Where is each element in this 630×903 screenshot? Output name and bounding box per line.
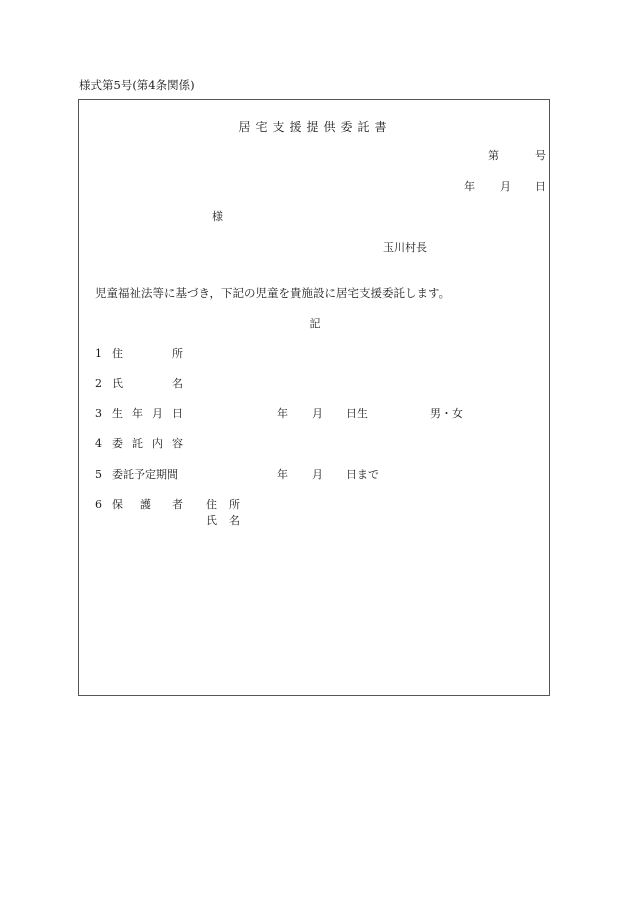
sex-field: 男・女	[430, 407, 463, 420]
item-label-char: 日	[172, 407, 183, 420]
date-month: 月	[500, 180, 511, 193]
number-dai: 第	[488, 149, 499, 162]
item-number: 3	[95, 407, 102, 420]
item-number: 6	[95, 498, 102, 511]
birth-year: 年	[277, 407, 288, 420]
item-number: 4	[95, 437, 102, 450]
item-label-char: 氏	[112, 377, 123, 390]
addressee-suffix: 様	[212, 210, 223, 223]
item-number: 2	[95, 377, 102, 390]
item-label: 委託予定期間	[112, 468, 178, 481]
guardian-name-char: 氏	[206, 514, 217, 527]
number-go: 号	[535, 149, 546, 162]
item-number: 5	[95, 468, 102, 481]
guardian-name-char: 名	[229, 514, 240, 527]
body-text: 児童福祉法等に基づき，下記の児童を貴施設に居宅支援委託します。	[95, 286, 451, 300]
item-label-char: 護	[140, 498, 151, 511]
item-number: 1	[95, 347, 102, 360]
item-label-char: 託	[132, 437, 143, 450]
item-label-char: 年	[132, 407, 143, 420]
item-label-char: 月	[152, 407, 163, 420]
item-label-char: 所	[172, 347, 183, 360]
document-frame	[78, 99, 550, 696]
item-label-char: 住	[112, 347, 123, 360]
guardian-address-char: 住	[206, 498, 217, 511]
item-label-char: 生	[112, 407, 123, 420]
item-label-char: 容	[172, 437, 183, 450]
date-day: 日	[535, 180, 546, 193]
item-label-char: 委	[112, 437, 123, 450]
ki-heading: 記	[309, 317, 321, 330]
item-label-char: 内	[152, 437, 163, 450]
document-title: 居宅支援提供委託書	[238, 120, 392, 134]
period-day: 日まで	[346, 468, 379, 481]
period-year: 年	[277, 468, 288, 481]
birth-month: 月	[312, 407, 323, 420]
guardian-address-char: 所	[229, 498, 240, 511]
period-month: 月	[312, 468, 323, 481]
item-label-char: 保	[112, 498, 123, 511]
form-number-label: 様式第5号(第4条関係)	[79, 78, 195, 92]
item-label-char: 名	[172, 377, 183, 390]
issuer-name: 玉川村長	[383, 241, 427, 254]
date-year: 年	[464, 180, 475, 193]
item-label-char: 者	[172, 498, 183, 511]
birth-day: 日生	[346, 407, 368, 420]
